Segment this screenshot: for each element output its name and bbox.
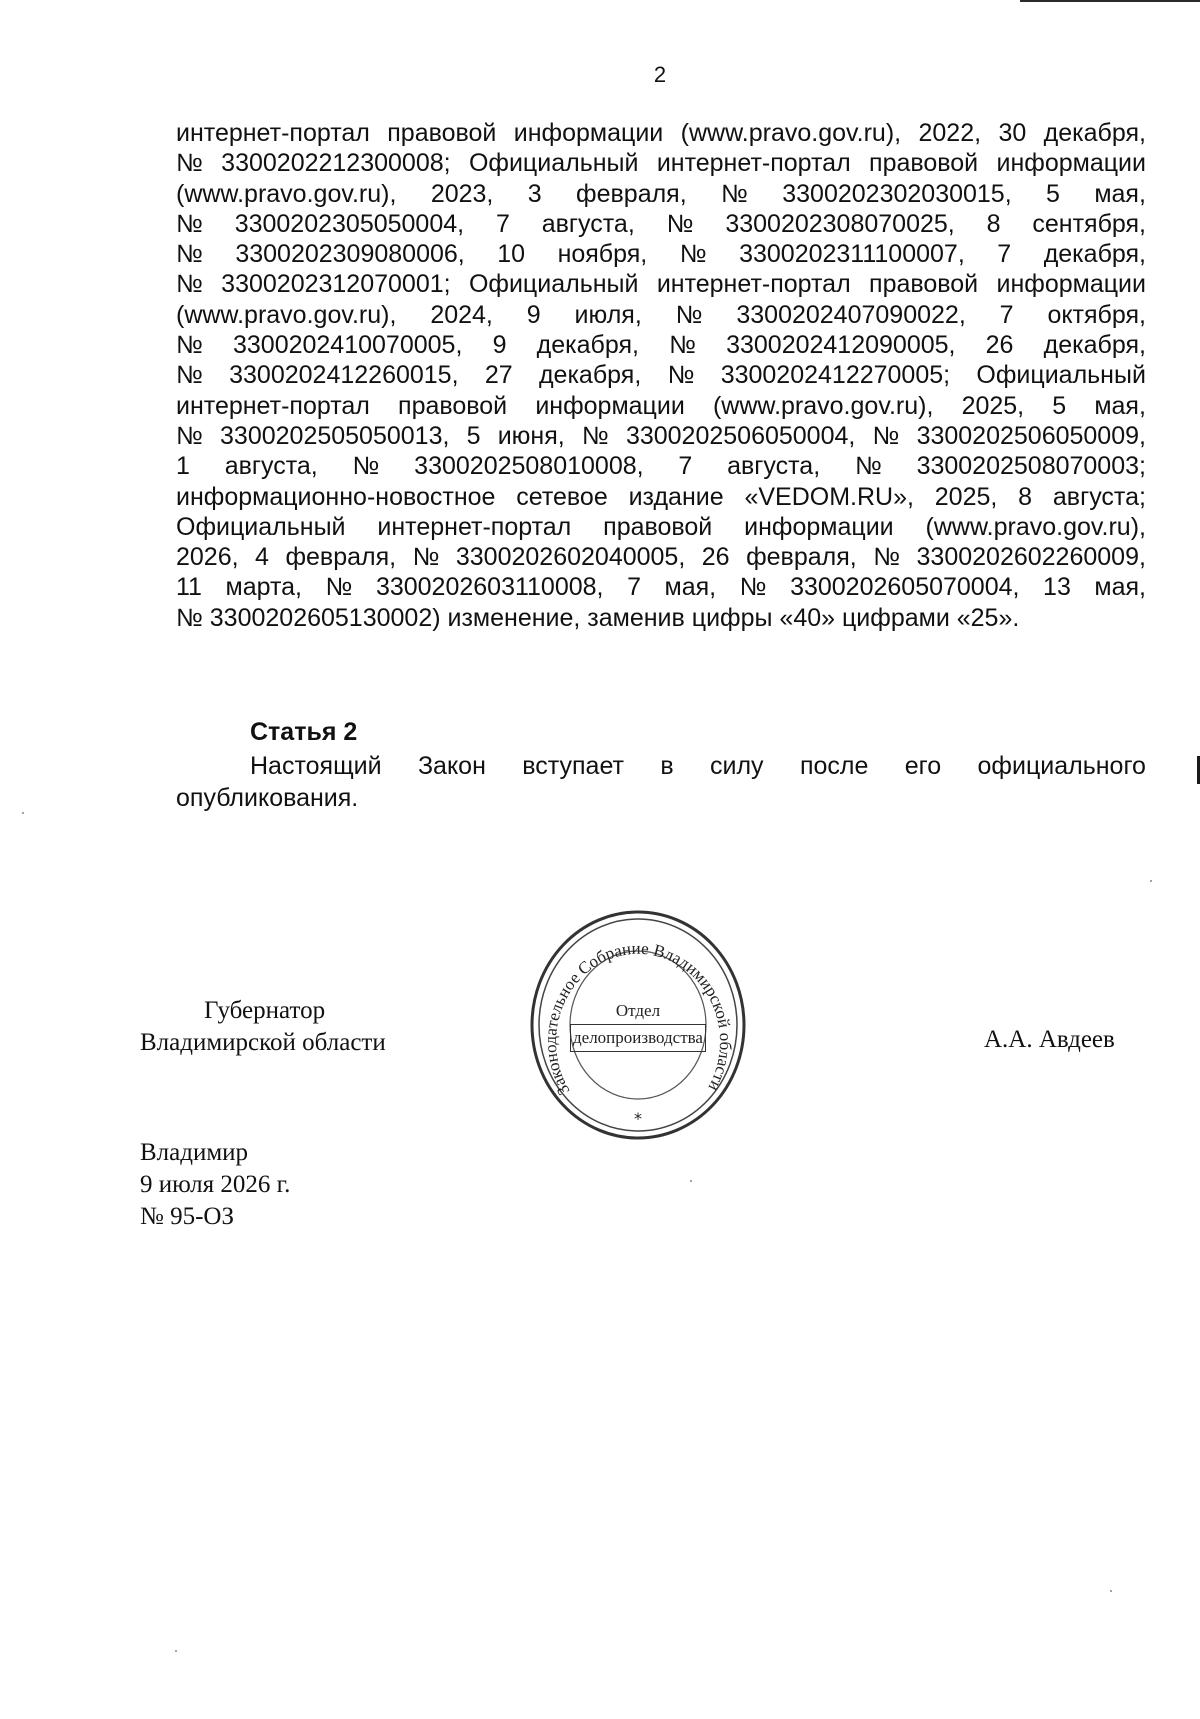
body-word: мая, — [1094, 179, 1146, 208]
article-word: в — [660, 752, 674, 780]
body-word: правовой — [869, 270, 979, 299]
body-word: 3300202407090022, — [736, 300, 966, 329]
body-word: № — [352, 452, 380, 481]
body-word: августа, — [727, 452, 821, 481]
body-word: № — [679, 240, 707, 269]
body-word: 7 — [997, 240, 1012, 269]
body-word: февраля, — [285, 543, 397, 572]
body-word: Официальный — [176, 512, 346, 541]
body-word: 3300202309080006, — [235, 240, 465, 269]
body-word: 3300202305050004, — [234, 209, 465, 238]
body-word: 3300202312070001; — [221, 270, 451, 299]
article-text — [176, 750, 1146, 814]
body-word: (www.pravo.gov.ru), — [925, 512, 1146, 541]
body-word: декабря, — [1043, 119, 1146, 147]
body-word: 7 — [678, 452, 693, 481]
body-word: декабря, — [538, 361, 642, 390]
body-word: информации — [996, 270, 1146, 299]
body-word: (www.pravo.gov.ru), — [680, 119, 902, 147]
article-word: после — [799, 752, 869, 780]
article-line-last: опубликования. — [176, 784, 359, 812]
body-line — [176, 269, 1146, 299]
body-word: № — [675, 300, 703, 329]
body-word: № — [176, 361, 203, 390]
body-line — [176, 482, 1146, 512]
body-line-last: № 3300202605130002) изменение, заменив цифры «40» цифрами «25». — [176, 603, 1020, 632]
body-word: интернет-портал — [656, 270, 851, 299]
body-word: интернет-портал — [377, 512, 572, 541]
body-word: правовой — [387, 119, 497, 147]
signatory-name: А.А. Авдеев — [984, 1026, 1115, 1053]
body-word: № — [873, 543, 901, 572]
body-word: № — [872, 421, 900, 450]
article-line — [176, 750, 1146, 782]
body-word: 27 — [484, 361, 513, 390]
body-word: интернет-портал — [176, 391, 370, 420]
body-line — [176, 391, 1146, 421]
body-word: 3300202410070005, — [232, 331, 463, 360]
body-word: информации — [513, 119, 664, 147]
body-word: августа, — [224, 452, 318, 481]
body-word: правовой — [603, 512, 713, 541]
body-word: 3300202508070003; — [916, 452, 1146, 481]
body-line — [176, 512, 1146, 542]
body-word: 2024, — [430, 300, 493, 329]
body-word: 7 — [495, 209, 510, 238]
stamp-dept-line2: делопроизводства — [570, 1024, 706, 1052]
scan-speck — [1150, 880, 1152, 882]
body-word: № — [666, 209, 694, 238]
body-word: № — [669, 331, 696, 360]
article-word: официального — [977, 752, 1146, 780]
body-word: мая, — [1094, 391, 1146, 420]
body-word: № — [176, 209, 203, 238]
body-word: № — [176, 149, 203, 178]
body-word: 5 — [1052, 391, 1067, 420]
scan-speck — [690, 1180, 692, 1182]
body-word: 3300202506050009, — [916, 421, 1146, 450]
body-word: Официальный — [976, 361, 1146, 390]
body-word: 3300202605070004, — [790, 573, 1020, 602]
scan-edge-line — [1020, 0, 1200, 2]
body-word: (www.pravo.gov.ru), — [176, 179, 397, 208]
body-word: Официальный — [468, 149, 639, 178]
body-word: 3300202412270005; — [720, 361, 951, 390]
article-word: вступает — [522, 752, 624, 780]
body-word: 7 — [999, 300, 1014, 329]
body-word: № — [739, 573, 767, 602]
body-word: 2025, — [961, 391, 1025, 420]
body-word: декабря, — [1043, 240, 1146, 269]
body-word: № — [325, 573, 353, 602]
scan-speck — [22, 812, 24, 814]
stamp-ring-text: Законодательное Собрание Владимирской области — [540, 938, 736, 1099]
body-word: № — [176, 331, 203, 360]
article-word: его — [904, 752, 942, 780]
body-word: 8 — [1018, 482, 1033, 511]
body-word: 2023, — [430, 179, 494, 208]
body-word: № — [854, 452, 882, 481]
body-word: 7 — [627, 573, 641, 602]
signatory-title-line1: Губернатор — [204, 997, 326, 1024]
body-word: Официальный — [468, 270, 639, 299]
body-word: информационно-новостное — [176, 482, 496, 511]
body-line — [176, 572, 1146, 602]
body-word: интернет-портал — [176, 119, 370, 147]
body-word: № — [721, 179, 748, 208]
law-number: № 95-ОЗ — [140, 1203, 235, 1230]
body-word: 3300202508010008, — [414, 452, 644, 481]
body-word: февраля, — [576, 179, 687, 208]
body-word: (www.pravo.gov.ru), — [176, 300, 397, 329]
body-word: информации — [996, 149, 1146, 178]
body-word: информации — [535, 391, 685, 420]
scan-speck — [1110, 1590, 1112, 1592]
body-word: 3300202412090005, — [726, 331, 956, 360]
body-word: 3 — [527, 179, 542, 208]
body-word: издание — [628, 482, 724, 511]
body-word: 5 — [466, 421, 481, 450]
body-word: октября, — [1047, 300, 1146, 329]
body-word: 2026, — [176, 543, 239, 572]
body-word: августа; — [1052, 482, 1146, 511]
body-word: № — [176, 270, 203, 299]
body-word: июля, — [574, 300, 642, 329]
page-number: 2 — [653, 62, 667, 87]
body-word: «VEDOM.RU», — [744, 482, 914, 511]
body-word: мая, — [664, 573, 717, 602]
body-word: июня, — [497, 421, 565, 450]
body-word: 2025, — [934, 482, 998, 511]
body-word: 3300202311100007, — [739, 240, 965, 269]
body-line — [176, 330, 1146, 360]
body-line — [176, 542, 1146, 572]
body-word: 11 — [176, 573, 202, 602]
article-word: Закон — [417, 752, 486, 780]
body-word: № — [176, 421, 203, 450]
body-word: (www.pravo.gov.ru), — [712, 391, 934, 420]
body-word: 30 — [998, 119, 1027, 147]
body-word: ноября, — [557, 240, 648, 269]
body-line — [176, 148, 1146, 178]
body-word: 9 — [526, 300, 541, 329]
scan-speck — [175, 1650, 177, 1652]
body-word: мая, — [1094, 573, 1146, 602]
body-line — [176, 421, 1146, 451]
body-word: августа, — [541, 209, 635, 238]
body-word: № — [667, 361, 695, 390]
body-word: декабря, — [1043, 331, 1146, 360]
body-word: марта, — [225, 573, 302, 602]
body-word: 3300202602260009, — [916, 543, 1146, 572]
body-word: 26 — [985, 331, 1014, 360]
body-word: 3300202506050004, — [625, 421, 856, 450]
stamp-dept-line1: Отдел — [615, 1001, 661, 1020]
body-word: 3300202212300008; — [221, 149, 451, 178]
body-word: 3300202302030015, — [782, 179, 1012, 208]
body-word: 1 — [176, 452, 190, 481]
body-word: 8 — [986, 209, 1001, 238]
body-word: № — [412, 543, 440, 572]
law-body-text — [176, 118, 1146, 633]
body-line — [176, 300, 1146, 330]
body-word: правовой — [869, 149, 979, 178]
body-word: 2022, — [918, 119, 982, 147]
body-word: № — [581, 421, 609, 450]
law-date: 9 июля 2026 г. — [140, 1171, 291, 1198]
body-word: 3300202603110008, — [375, 573, 604, 602]
body-word: 3300202602040005, — [455, 543, 686, 572]
body-line — [176, 451, 1146, 481]
body-word: информации — [744, 512, 894, 541]
body-word: 3300202412260015, — [229, 361, 459, 390]
body-word: 3300202308070025, — [725, 209, 955, 238]
body-line — [176, 209, 1146, 239]
body-word: 9 — [492, 331, 507, 360]
body-line — [176, 239, 1146, 269]
article-word: Настоящий — [250, 752, 382, 780]
stamp-star: * — [634, 1109, 642, 1128]
article-word: силу — [710, 752, 764, 780]
body-word: 13 — [1043, 573, 1071, 602]
article-title: Статья 2 — [250, 718, 358, 746]
body-line — [176, 179, 1146, 209]
body-line — [176, 360, 1146, 390]
body-word: интернет-портал — [656, 149, 851, 178]
signatory-title-line2: Владимирской области — [140, 1029, 386, 1056]
body-word: декабря, — [536, 331, 639, 360]
stamp-center — [528, 905, 748, 1145]
official-stamp — [528, 905, 748, 1145]
body-word: правовой — [398, 391, 508, 420]
body-word: 26 — [701, 543, 730, 572]
body-word: 10 — [497, 240, 526, 269]
body-word: сентября, — [1032, 209, 1146, 238]
body-word: 5 — [1046, 179, 1060, 208]
body-word: 4 — [255, 543, 269, 572]
body-word: февраля, — [746, 543, 857, 572]
body-word: сетевое — [516, 482, 608, 511]
body-line — [176, 118, 1146, 148]
body-word: 3300202505050013, — [220, 421, 450, 450]
city: Владимир — [140, 1139, 249, 1166]
body-word: № — [176, 240, 203, 269]
